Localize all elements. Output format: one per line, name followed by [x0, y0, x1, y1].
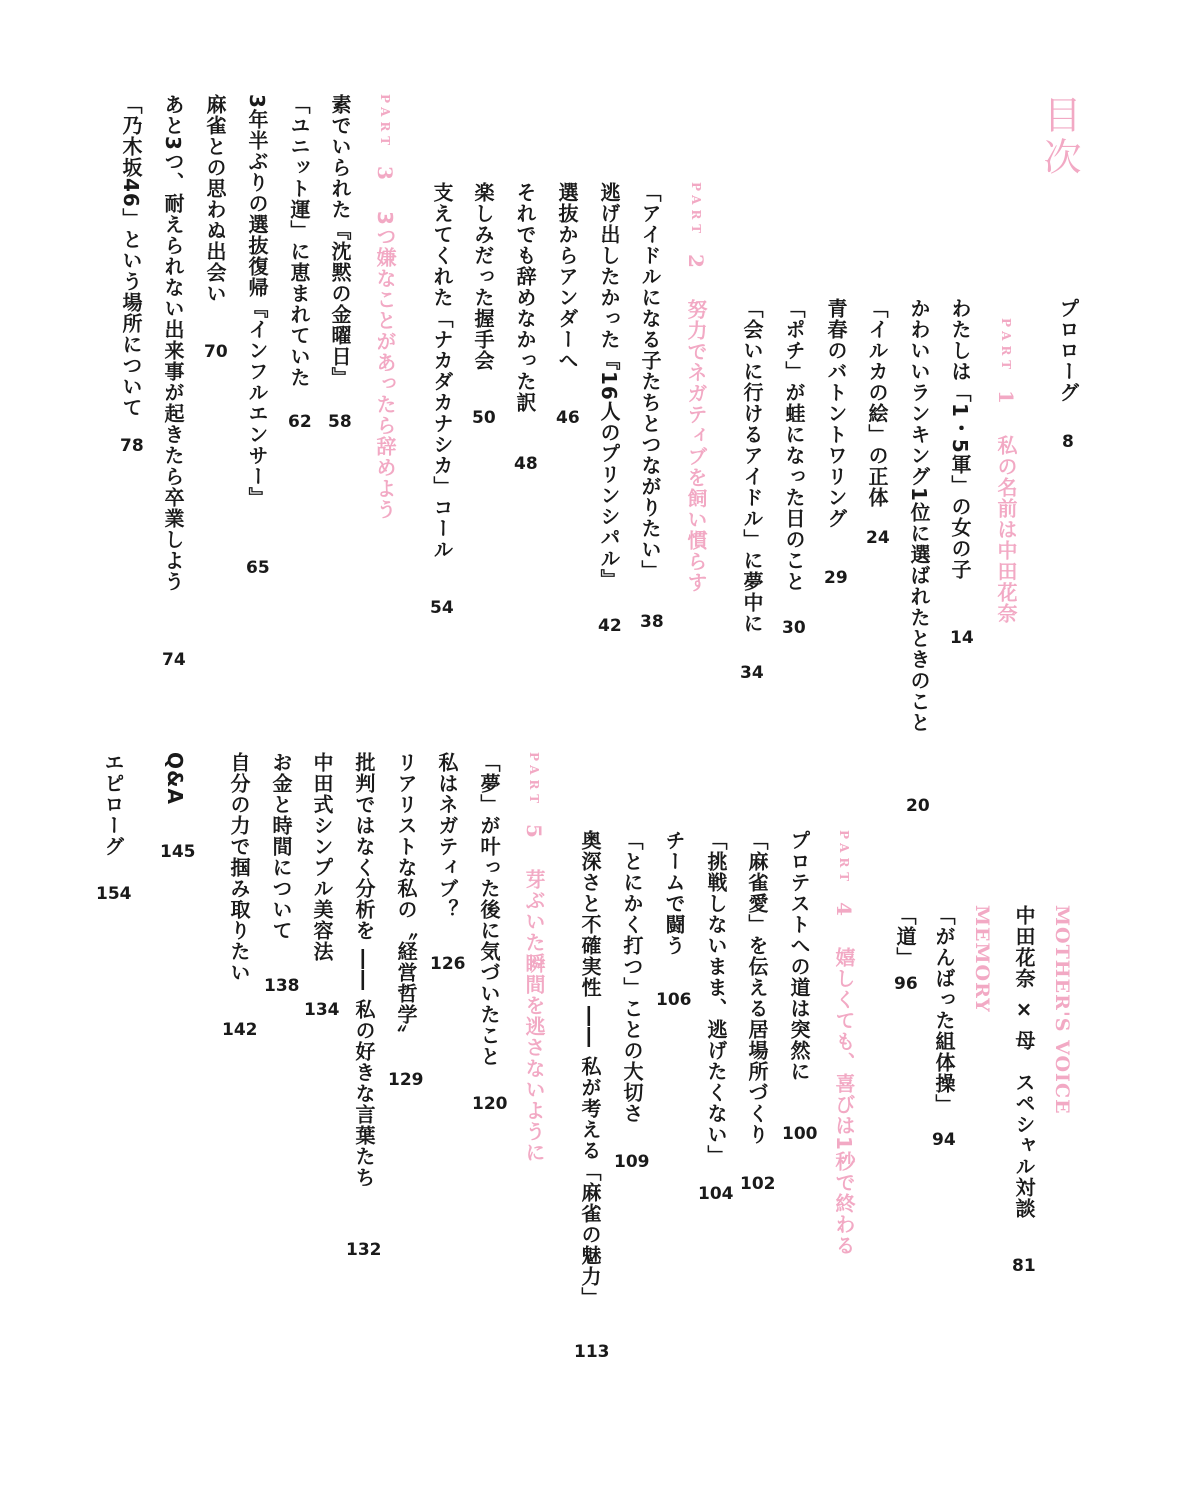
mothers-voice-heading: MOTHER'S VOICE [1051, 905, 1073, 1115]
toc-entry[interactable]: 選抜からアンダーへ [555, 182, 579, 371]
toc-entry[interactable]: それでも辞めなかった訳 [513, 182, 537, 413]
part1-heading [996, 318, 1016, 624]
toc-page-qa: 145 [160, 842, 196, 862]
toc-entry[interactable]: 楽しみだった握手会 [471, 182, 495, 371]
toc-page: 134 [304, 1000, 340, 1020]
toc-entry[interactable]: プロテストへの道は突然に [787, 830, 811, 1082]
toc-page: 29 [824, 568, 848, 588]
toc-entry[interactable]: 「がんばった組体操」 [932, 905, 956, 1115]
page-title: 目次 [1037, 95, 1081, 179]
toc-entry[interactable]: 奥深さと不確実性 ―― 私が考える「麻雀の魅力」 [578, 830, 602, 1308]
toc-entry[interactable]: 批判ではなく分析を ―― 私の好きな言葉たち [352, 752, 376, 1188]
toc-page: 78 [120, 436, 144, 456]
toc-page: 94 [932, 1130, 956, 1150]
toc-page: 34 [740, 663, 764, 683]
part5-number: 5 [522, 824, 546, 840]
part3-label: PART [378, 94, 392, 151]
toc-page: 132 [346, 1240, 382, 1260]
toc-page-prologue: 8 [1062, 432, 1074, 452]
toc-entry[interactable]: わたしは「1・5軍」の女の子 [948, 298, 972, 580]
toc-page: 54 [430, 598, 454, 618]
toc-entry-epilogue[interactable]: エピローグ [101, 752, 125, 857]
toc-entry[interactable]: 「道」 [893, 905, 917, 968]
memory-heading: MEMORY [971, 905, 993, 1013]
toc-page: 102 [740, 1174, 776, 1194]
toc-entry[interactable]: 3年半ぶりの選抜復帰『インフルエンサー』 [245, 94, 269, 508]
toc-page: 38 [640, 612, 664, 632]
part2-title: 努力でネガティブを飼い慣らす [684, 299, 708, 594]
toc-entry[interactable]: 麻雀との思わぬ出会い [203, 94, 227, 304]
toc-page: 48 [514, 454, 538, 474]
toc-entry[interactable]: かわいいランキング1位に選ばれたときのこと [907, 298, 931, 733]
part5-title: 芽ぶいた瞬間を逃さないように [522, 869, 546, 1164]
toc-entry[interactable]: 「麻雀愛」を伝える居場所づくり [745, 830, 769, 1145]
toc-page: 65 [246, 558, 270, 578]
toc-entry[interactable]: 「挑戦しないまま、逃げたくない」 [704, 830, 728, 1166]
part5-heading [524, 752, 544, 1163]
toc-page-epilogue: 154 [96, 884, 132, 904]
part3-heading [375, 94, 395, 520]
toc-page: 129 [388, 1070, 424, 1090]
toc-entry[interactable]: リアリストな私の〝経営哲学〟 [394, 752, 418, 1046]
part4-title: 嬉しくても、喜びは1秒で終わる [832, 947, 856, 1256]
part5-label: PART [527, 752, 541, 809]
toc-page: 14 [950, 628, 974, 648]
toc-entry[interactable]: 「アイドルになる子たちとつながりたい」 [638, 182, 662, 581]
part2-label: PART [689, 182, 703, 239]
toc-page: 109 [614, 1152, 650, 1172]
toc-entry[interactable]: お金と時間について [269, 752, 293, 941]
toc-page: 126 [430, 954, 466, 974]
toc-entry[interactable]: 中田式シンプル美容法 [310, 752, 334, 962]
part4-heading [834, 830, 854, 1256]
toc-entry-prologue[interactable]: プロローグ [1056, 298, 1080, 403]
part3-number: 3 [373, 166, 397, 182]
toc-entry[interactable]: 私はネガティブ？ [435, 752, 459, 920]
toc-page: 74 [162, 650, 186, 670]
part1-number: 1 [994, 390, 1018, 406]
toc-page: 70 [204, 342, 228, 362]
toc-page: 104 [698, 1184, 734, 1204]
toc-entry[interactable]: 「とにかく打つ」ことの大切さ [620, 830, 644, 1124]
toc-entry-qa[interactable]: Q&A [163, 752, 187, 805]
toc-page: 30 [782, 618, 806, 638]
toc-page: 62 [288, 412, 312, 432]
toc-entry[interactable]: 自分の力で掴み取りたい [227, 752, 251, 983]
part2-number: 2 [684, 254, 708, 270]
toc-entry[interactable]: 素でいられた『沈黙の金曜日』 [328, 94, 352, 388]
toc-page: 100 [782, 1124, 818, 1144]
toc-page: 106 [656, 990, 692, 1010]
toc-page: 42 [598, 616, 622, 636]
part4-label: PART [837, 830, 851, 887]
toc-entry[interactable]: 「乃木坂46」という場所について [119, 94, 143, 418]
toc-entry[interactable]: あと3つ、耐えられない出来事が起きたら卒業しよう [161, 94, 185, 592]
toc-entry[interactable]: 支えてくれた「ナカダカナシカ」コール [430, 182, 454, 560]
part1-label: PART [999, 318, 1013, 375]
toc-entry[interactable]: 「イルカの絵」の正体 [865, 298, 889, 508]
toc-page: 120 [472, 1094, 508, 1114]
toc-page: 142 [222, 1020, 258, 1040]
toc-page: 96 [894, 974, 918, 994]
toc-page: 20 [906, 796, 930, 816]
toc-page: 24 [866, 528, 890, 548]
part3-title: 3つ嫌なことがあったら辞めよう [373, 211, 397, 520]
part4-number: 4 [832, 902, 856, 918]
toc-page: 138 [264, 976, 300, 996]
toc-entry[interactable]: 「夢」が叶った後に気づいたこと [477, 752, 501, 1067]
part2-heading [686, 182, 706, 593]
toc-entry-mothers-voice[interactable]: 中田花奈 × 母 スペシャル対談 [1012, 905, 1036, 1219]
toc-entry[interactable]: 青春のバトントワリング [824, 298, 848, 529]
toc-page: 113 [574, 1342, 610, 1362]
part1-title: 私の名前は中田花奈 [994, 435, 1018, 625]
toc-page: 58 [328, 412, 352, 432]
toc-page: 50 [472, 408, 496, 428]
toc-page-mothers-voice: 81 [1012, 1256, 1036, 1276]
toc-entry[interactable]: 「ポチ」が蛙になった日のこと [782, 298, 806, 592]
toc-entry[interactable]: 「ユニット運」に恵まれていた [287, 94, 311, 388]
toc-entry[interactable]: 逃げ出したかった『16人のプリンシパル』 [597, 182, 621, 590]
toc-entry[interactable]: 「会いに行けるアイドル」に夢中に [740, 298, 764, 634]
toc-page: 46 [556, 408, 580, 428]
toc-entry[interactable]: チームで闘う [662, 830, 686, 956]
